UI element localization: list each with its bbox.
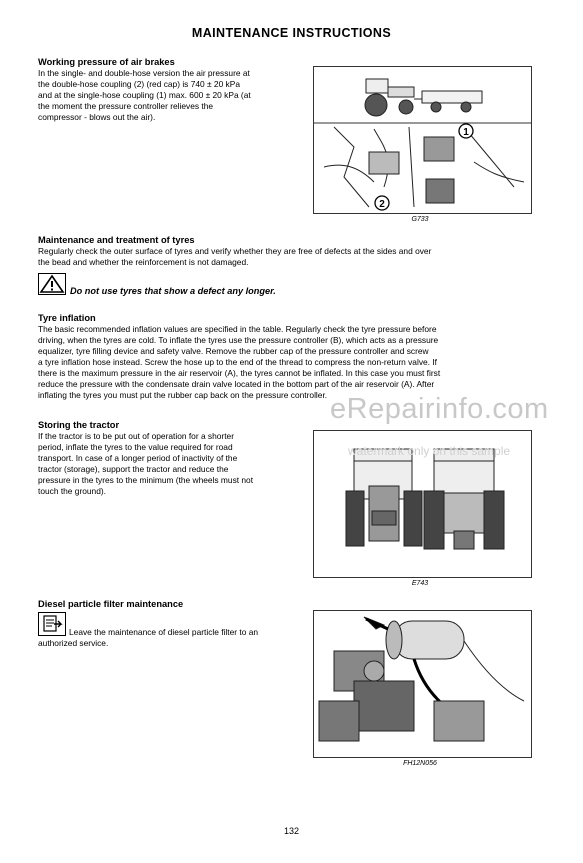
page-title: MAINTENANCE INSTRUCTIONS bbox=[191, 26, 392, 40]
warning-triangle-icon bbox=[38, 273, 66, 295]
dpf-heading: Diesel particle filter maintenance bbox=[38, 599, 184, 609]
figure-caption: FH12N056 bbox=[403, 760, 437, 767]
callout-1 bbox=[459, 124, 473, 138]
text-line: pressure in the tyres to the minimum (the wheels must not bbox=[38, 475, 254, 485]
text-line: compressor - blows out the air). bbox=[38, 112, 156, 122]
figure-caption: E743 bbox=[411, 580, 429, 587]
air-brakes-heading: Working pressure of air brakes bbox=[38, 57, 175, 67]
text-line: the bead and whether the reinforcement is not damaged. bbox=[38, 257, 249, 267]
text-line: and at the single-hose coupling (1) max. 600 ± 20 kPa (at bbox=[38, 90, 251, 100]
inflation-heading: Tyre inflation bbox=[38, 313, 96, 323]
text-line: reduce the pressure with the condensate drain valve located in the bottom part of the air reservoir (A). After bbox=[38, 379, 435, 389]
storing-heading: Storing the tractor bbox=[38, 420, 120, 430]
text-line: a tyre inflation hose instead. Screw the hose up to the end of the thread to compress the non-return valve. If bbox=[38, 357, 437, 367]
dpf-figure bbox=[313, 610, 532, 758]
text-line: equalizer, tyre filling device and safety valve. Remove the rubber cap of the pressure controller and screw bbox=[38, 346, 429, 356]
text-line: inflating the tyres you must put the rubber cap back on the pressure controller. bbox=[38, 390, 328, 400]
air-brake-figure bbox=[313, 66, 532, 214]
dpf-text-line1: Leave the maintenance of diesel particle filter to an bbox=[69, 627, 259, 637]
text-line: The basic recommended inflation values are specified in the table. Regularly check the tyre pressure before bbox=[38, 324, 437, 334]
service-manual-icon bbox=[38, 612, 66, 636]
text-line: driving, when the tyres are cold. To inflate the tyres use the pressure controller (B), which acts as a pressure bbox=[38, 335, 439, 345]
watermark-subtext: watermark only on this sample bbox=[348, 444, 511, 458]
svg-text:2: 2 bbox=[379, 199, 385, 210]
text-line: Regularly check the outer surface of tyres and verify whether they are free of defects at the sides and over bbox=[38, 246, 432, 256]
text-line: the moment the pressure controller relieves the bbox=[38, 101, 214, 111]
dpf-text-line2: authorized service. bbox=[38, 638, 109, 648]
storing-text bbox=[38, 431, 306, 497]
tyre-warning: Do not use tyres that show a defect any longer. bbox=[70, 286, 276, 296]
text-line: In the single- and double-hose version the air pressure at bbox=[38, 68, 250, 78]
tyres-heading: Maintenance and treatment of tyres bbox=[38, 235, 195, 245]
text-line: period, inflate the tyres to the value required for road bbox=[38, 442, 233, 452]
watermark-text: eRepairinfo.com bbox=[330, 393, 549, 425]
page-number: 132 bbox=[283, 826, 300, 836]
svg-text:1: 1 bbox=[463, 127, 469, 138]
text-line: If the tractor is to be put out of operation for a shorter bbox=[38, 431, 234, 441]
inflation-text bbox=[38, 324, 563, 401]
text-line: transport. In case of a longer period of inactivity of the bbox=[38, 453, 238, 463]
engine-filter-illustration bbox=[314, 611, 531, 757]
text-line: touch the ground). bbox=[38, 486, 106, 496]
text-line: tractor (storage), support the tractor and reduce the bbox=[38, 464, 229, 474]
tractor-coupling-illustration bbox=[314, 67, 531, 213]
tyres-text bbox=[38, 246, 558, 268]
figure-caption: G733 bbox=[411, 216, 429, 223]
callout-2 bbox=[375, 196, 389, 210]
air-brakes-text bbox=[38, 68, 306, 123]
text-line: there is the maximum pressure in the air reservoir (A), the tyres cannot be inflated. In this case you must first bbox=[38, 368, 441, 378]
text-line: the double-hose coupling (2) (red cap) is 740 ± 20 kPa bbox=[38, 79, 240, 89]
